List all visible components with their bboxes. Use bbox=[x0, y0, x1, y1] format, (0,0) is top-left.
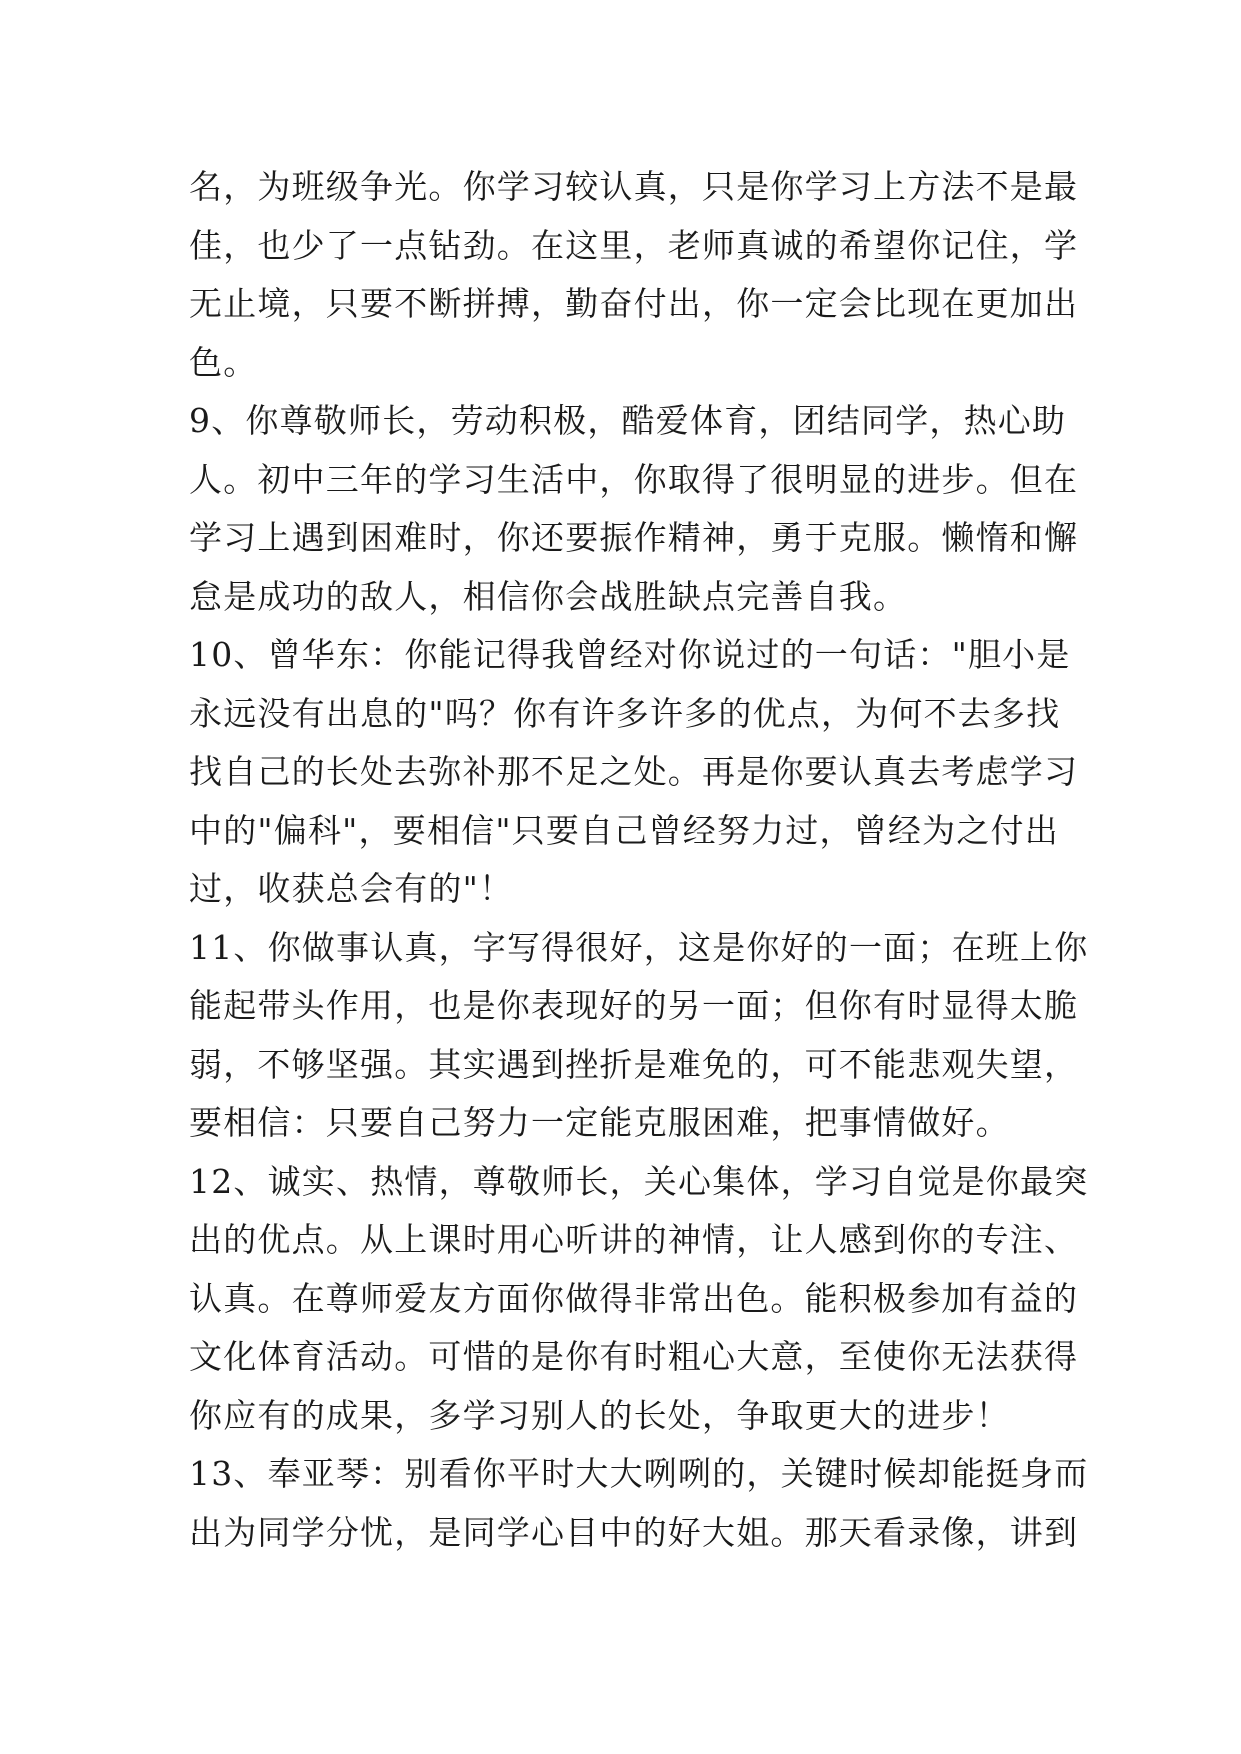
text-line: 弱，不够坚强。其实遇到挫折是难免的，可不能悲观失望， bbox=[189, 1044, 1079, 1084]
text-line: 中的"偏科"，要相信"只要自己曾经努力过，曾经为之付出 bbox=[189, 810, 1059, 850]
text-line: 11、你做事认真，字写得很好，这是你好的一面；在班上你 bbox=[189, 927, 1089, 967]
text-line: 13、奉亚琴：别看你平时大大咧咧的，关键时候却能挺身而 bbox=[189, 1454, 1089, 1493]
text-line: 能起带头作用，也是你表现好的另一面；但你有时显得太脆 bbox=[189, 986, 1079, 1025]
text-line: 要相信：只要自己努力一定能克服困难，把事情做好。 bbox=[189, 1103, 1010, 1142]
text-line: 无止境，只要不断拼搏，勤奋付出，你一定会比现在更加出 bbox=[189, 284, 1079, 323]
text-line: 色。 bbox=[189, 342, 258, 382]
text-line: 10、曾华东：你能记得我曾经对你说过的一句话："胆小是 bbox=[189, 635, 1071, 674]
text-line: 9、你尊敬师长，劳动积极，酷爱体育，团结同学，热心助 bbox=[189, 401, 1067, 440]
text-line: 学习上遇到困难时，你还要振作精神，勇于克服。懒惰和懈 bbox=[189, 518, 1079, 557]
text-line: 找自己的长处去弥补那不足之处。再是你要认真去考虑学习 bbox=[189, 752, 1079, 791]
text-line: 怠是成功的敌人，相信你会战胜缺点完善自我。 bbox=[189, 576, 908, 616]
text-line: 佳，也少了一点钻劲。在这里，老师真诚的希望你记住，学 bbox=[189, 225, 1079, 265]
text-line: 出为同学分忧，是同学心目中的好大姐。那天看录像，讲到 bbox=[189, 1512, 1079, 1552]
text-line: 过，收获总会有的"！ bbox=[189, 869, 514, 908]
text-line: 你应有的成果，多学习别人的长处，争取更大的进步！ bbox=[189, 1395, 1010, 1435]
text-line: 人。初中三年的学习生活中，你取得了很明显的进步。但在 bbox=[189, 459, 1079, 499]
text-line: 文化体育活动。可惜的是你有时粗心大意，至使你无法获得 bbox=[189, 1337, 1079, 1376]
text-line: 永远没有出息的"吗？你有许多许多的优点，为何不去多找 bbox=[189, 693, 1061, 733]
text-line: 12、诚实、热情，尊敬师长，关心集体，学习自觉是你最突 bbox=[189, 1161, 1089, 1201]
body-text bbox=[189, 158, 1089, 1562]
text-line: 名，为班级争光。你学习较认真，只是你学习上方法不是最 bbox=[189, 167, 1079, 206]
text-line: 出的优点。从上课时用心听讲的神情，让人感到你的专注、 bbox=[189, 1220, 1079, 1259]
text-line: 认真。在尊师爱友方面你做得非常出色。能积极参加有益的 bbox=[189, 1278, 1079, 1318]
